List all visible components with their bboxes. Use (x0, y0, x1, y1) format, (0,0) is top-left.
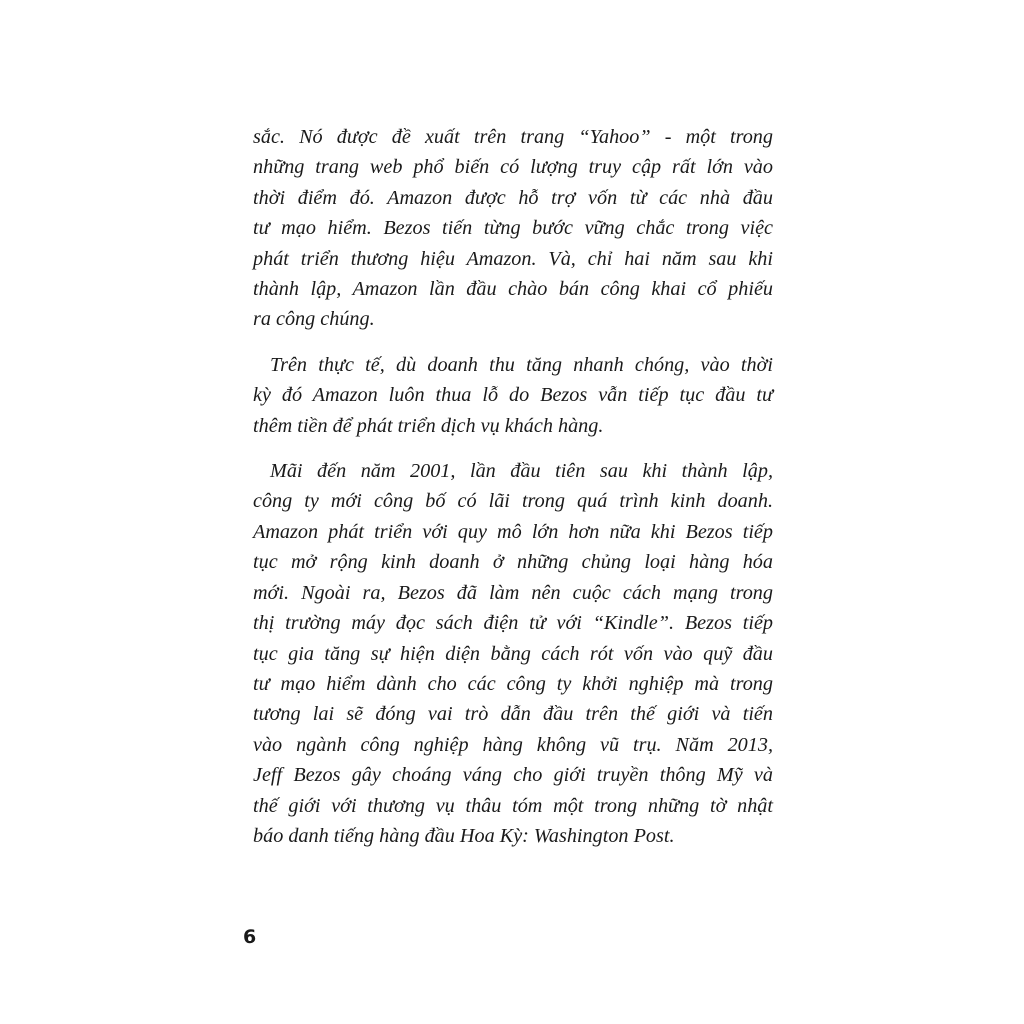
text-line: Trên thực tế, dù doanh thu tăng nhanh chóng, vào thời (270, 353, 773, 376)
text-line: thêm tiền để phát triển dịch vụ khách hàng. (253, 414, 604, 437)
text-line: kỳ đó Amazon luôn thua lỗ do Bezos vẫn tiếp tục đầu tư (253, 384, 773, 407)
text-line: tư mạo hiểm. Bezos tiến từng bước vững chắc trong việc (253, 217, 773, 240)
text-line: ra công chúng. (253, 308, 375, 331)
text-line: công ty mới công bố có lãi trong quá trình kinh doanh. (253, 490, 773, 513)
text-line: báo danh tiếng hàng đầu Hoa Kỳ: Washington Post. (253, 824, 675, 847)
body-text (253, 122, 773, 851)
paragraph-gap (253, 335, 773, 350)
text-line: Mãi đến năm 2001, lần đầu tiên sau khi thành lập, (270, 460, 773, 483)
page-number: 6 (243, 926, 257, 948)
text-line: mới. Ngoài ra, Bezos đã làm nên cuộc cách mạng trong (253, 581, 773, 604)
text-line: tư mạo hiểm dành cho các công ty khởi nghiệp mà trong (253, 672, 773, 695)
text-line: Jeff Bezos gây choáng váng cho giới truyền thông Mỹ và (253, 764, 773, 787)
text-line: sắc. Nó được đề xuất trên trang “Yahoo” - một trong (253, 126, 773, 148)
text-line: tục mở rộng kinh doanh ở những chủng loại hàng hóa (253, 551, 773, 574)
text-line: thế giới với thương vụ thâu tóm một trong những tờ nhật (253, 794, 773, 817)
text-line: vào ngành công nghiệp hàng không vũ trụ. Năm 2013, (253, 733, 773, 756)
text-line: tương lai sẽ đóng vai trò dẫn đầu trên thế giới và tiến (253, 703, 773, 726)
text-line: những trang web phổ biến có lượng truy cập rất lớn vào (253, 156, 773, 179)
text-line: Amazon phát triển với quy mô lớn hơn nữa khi Bezos tiếp (253, 520, 773, 543)
text-line: tục gia tăng sự hiện diện bằng cách rót vốn vào quỹ đầu (253, 642, 773, 665)
text-line: thời điểm đó. Amazon được hỗ trợ vốn từ các nhà đầu (253, 186, 773, 209)
text-line: thành lập, Amazon lần đầu chào bán công khai cổ phiếu (253, 278, 773, 301)
text-line: phát triển thương hiệu Amazon. Và, chỉ hai năm sau khi (253, 247, 773, 270)
text-line: thị trường máy đọc sách điện tử với “Kindle”. Bezos tiếp (253, 612, 773, 635)
paragraph-gap (253, 441, 773, 456)
